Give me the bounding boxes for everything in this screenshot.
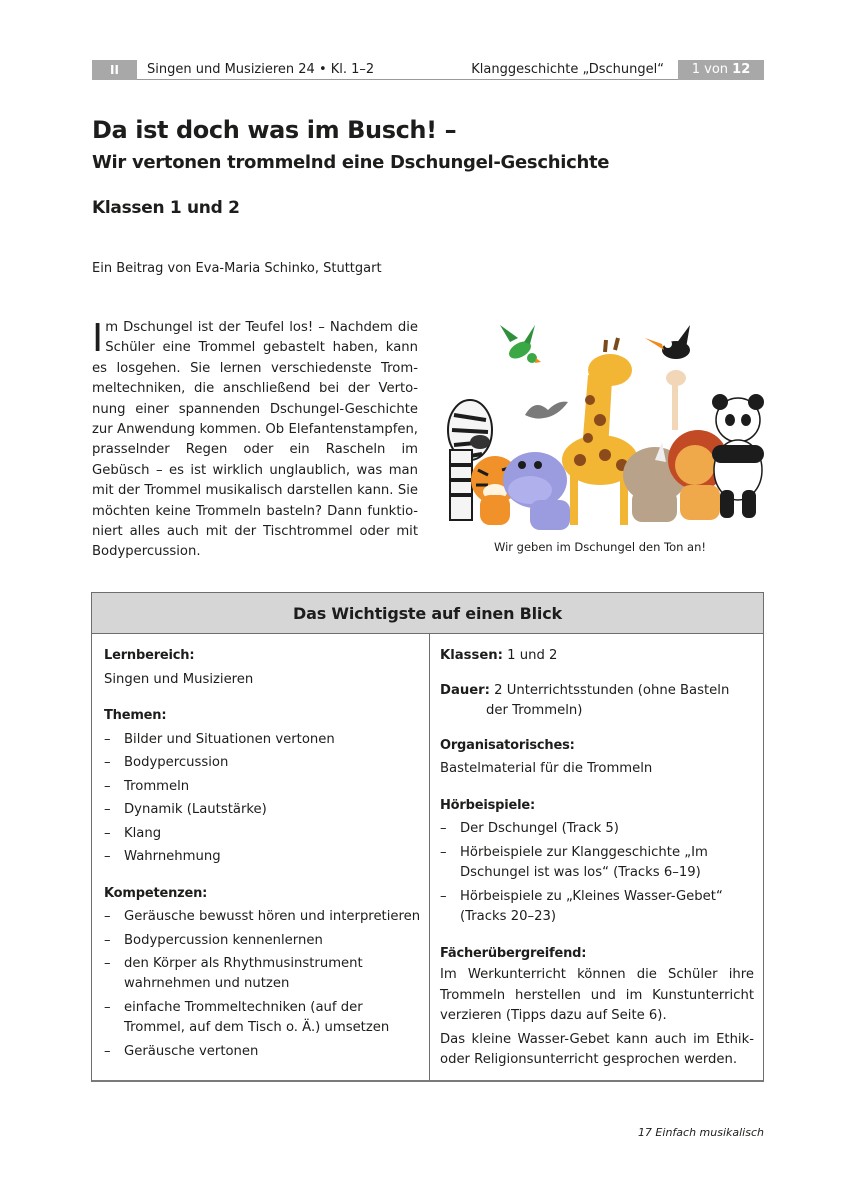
list-item: – Geräusche bewusst hören und interpretieren xyxy=(104,905,424,929)
dauer-row xyxy=(440,681,754,721)
list-item: – Dynamik (Lautstärke) xyxy=(104,798,424,822)
themen-label: Themen: xyxy=(104,708,167,723)
list-item: – Klang xyxy=(104,822,424,846)
author-line: Ein Beitrag von Eva-Maria Schinko, Stuttgart xyxy=(92,261,382,276)
list-item: – Wahrnehmung xyxy=(104,845,424,869)
list-item: – einfache Trommeltechniken (auf der Trommel, auf dem Tisch o. Ä.) umsetzen xyxy=(104,996,424,1040)
overview-heading: Das Wichtigste auf einen Blick xyxy=(92,593,763,634)
section-tag: II xyxy=(92,60,137,80)
jungle-animals-illustration xyxy=(440,320,770,535)
overview-left-column xyxy=(104,644,424,1064)
page-title: Da ist doch was im Busch! – xyxy=(92,116,457,144)
list-item: – Hörbeispiele zu „Kleines Wasser-Gebet“ (Tracks 20–23) xyxy=(440,885,754,929)
giraffe-icon xyxy=(562,338,638,525)
klassen-value: 1 und 2 xyxy=(507,648,558,663)
illustration-caption: Wir geben im Dschungel den Ton an! xyxy=(493,540,707,554)
list-item: – Trommeln xyxy=(104,775,424,799)
list-item: – Der Dschungel (Track 5) xyxy=(440,817,754,841)
page-prefix: 1 von xyxy=(691,62,729,77)
klassen-row xyxy=(440,644,754,668)
dauer-value: 2 Unterrichtsstunden (ohne Basteln xyxy=(494,682,730,698)
column-divider xyxy=(429,634,430,1080)
faecheruebergreifend-text-1: Im Werkunterricht können die Schüler ihre Trommeln herstellen und im Kunstunterricht verzieren (Tipps dazu auf Seite 6). xyxy=(440,967,754,1023)
kompetenzen-list xyxy=(104,905,424,1064)
page-header xyxy=(92,60,764,80)
overview-right-column xyxy=(440,644,754,1071)
ostrich-icon xyxy=(666,370,686,430)
list-item: – Bodypercussion kennenlernen xyxy=(104,929,424,953)
hippo-icon xyxy=(503,452,570,530)
page-subtitle: Wir vertonen trommelnd eine Dschungel-Geschichte xyxy=(92,152,610,173)
series-label: Singen und Musizieren 24 • Kl. 1–2 xyxy=(147,62,375,77)
intro-text: m Dschungel ist der Teufel los! – Nachdem die Schüler eine Trommel gebastelt haben, kann es losgehen. Sie lernen verschiedenste Trommeltechniken, die anschließend bei der Vertonung einer spannenden Dschungel-Geschichte zur Anwendung kommen. Ob Elefantenstampfen, prasselnder Regen oder ein Rascheln im Gebüsch – es ist wirklich unglaublich, was man mit der Trommel musikalisch darstellen kann. Sie möchten keine Trommeln basteln? Dann funktioniert alles auch mit der Tischtrommel oder mit Bodypercussion. xyxy=(92,320,418,560)
organisatorisches-label: Organisatorisches: xyxy=(440,737,575,753)
list-item: – den Körper als Rhythmusinstrument wahrnehmen und nutzen xyxy=(104,952,424,996)
intro-paragraph xyxy=(92,318,418,563)
klassen-label: Klassen: xyxy=(440,648,503,663)
kompetenzen-label: Kompetenzen: xyxy=(104,885,208,901)
overview-box xyxy=(91,592,764,1082)
list-item: – Bodypercussion xyxy=(104,751,424,775)
list-item: – Bilder und Situationen vertonen xyxy=(104,728,424,752)
dauer-value-cont: der Trommeln) xyxy=(486,702,583,718)
hoerbeispiele-list xyxy=(440,817,754,929)
lernbereich-label: Lernbereich: xyxy=(104,648,195,663)
hoerbeispiele-label: Hörbeispiele: xyxy=(440,797,535,813)
list-item: – Geräusche vertonen xyxy=(104,1040,424,1064)
page-indicator xyxy=(678,60,764,80)
themen-list xyxy=(104,728,424,869)
toucan-icon xyxy=(645,325,690,359)
list-item: – Hörbeispiele zur Klanggeschichte „Im Dschungel ist was los“ (Tracks 6–19) xyxy=(440,841,754,885)
page-total: 12 xyxy=(732,62,751,77)
dauer-label: Dauer: xyxy=(440,682,490,698)
parrot-icon xyxy=(500,325,541,363)
page-footer: 17 Einfach musikalisch xyxy=(637,1126,764,1139)
topic-label: Klanggeschichte „Dschungel“ xyxy=(471,62,664,77)
faecheruebergreifend-text-2: Das kleine Wasser-Gebet kann auch im Ethik- oder Religionsunterricht gesprochen werden. xyxy=(440,1031,754,1067)
drop-cap: I xyxy=(92,316,104,360)
lernbereich-value: Singen und Musizieren xyxy=(104,671,254,687)
overview-columns xyxy=(92,634,763,1080)
organisatorisches-value: Bastelmaterial für die Trommeln xyxy=(440,761,653,776)
bat-icon xyxy=(525,402,568,419)
grade-level-heading: Klassen 1 und 2 xyxy=(92,198,240,218)
faecheruebergreifend-label: Fächerübergreifend: xyxy=(440,945,587,961)
